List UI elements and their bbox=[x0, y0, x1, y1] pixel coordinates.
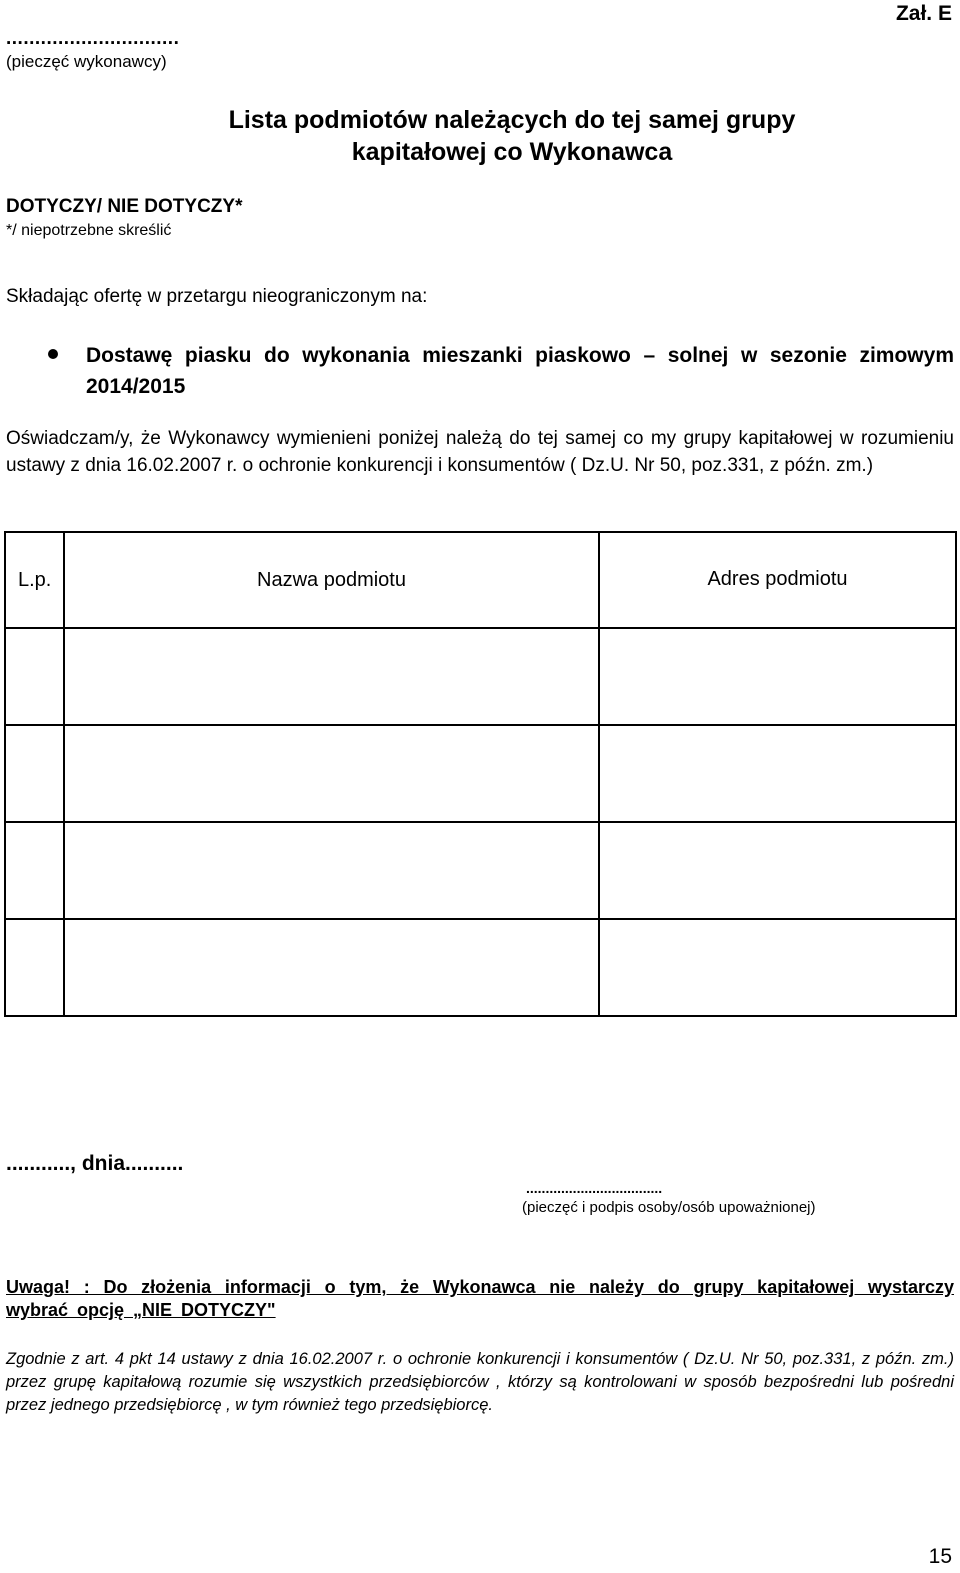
applicability-footnote: */ niepotrzebne skreślić bbox=[6, 222, 172, 239]
table-header-row bbox=[5, 532, 956, 628]
signature-placeholder-dots: ................................... bbox=[526, 1180, 663, 1196]
table-row bbox=[5, 725, 956, 822]
table-cell-entity-name[interactable] bbox=[64, 822, 599, 919]
table-row bbox=[5, 919, 956, 1016]
procurement-subject: Dostawę piasku do wykonania mieszanki piaskowo – solnej w sezonie zimowym 2014/2015 bbox=[86, 344, 954, 398]
table-cell-entity-name[interactable] bbox=[64, 628, 599, 725]
signature-label: (pieczęć i podpis osoby/osób upoważnionej) bbox=[522, 1199, 816, 1216]
table-cell-entity-address[interactable] bbox=[599, 628, 956, 725]
table-cell-entity-address[interactable] bbox=[599, 725, 956, 822]
entities-table bbox=[4, 531, 957, 1017]
column-header-lp: L.p. bbox=[5, 532, 64, 628]
column-header-entity-name: Nazwa podmiotu bbox=[64, 532, 599, 628]
table-cell-lp[interactable] bbox=[5, 628, 64, 725]
table-cell-entity-address[interactable] bbox=[599, 919, 956, 1016]
bullet-icon bbox=[48, 349, 58, 359]
stamp-label: (pieczęć wykonawcy) bbox=[6, 52, 167, 71]
page-number: 15 bbox=[928, 1545, 952, 1568]
table-cell-lp[interactable] bbox=[5, 919, 64, 1016]
table-row bbox=[5, 628, 956, 725]
place-date-field: ..........., dnia.......... bbox=[6, 1152, 184, 1175]
column-header-entity-address: Adres podmiotu bbox=[599, 532, 956, 628]
table-cell-lp[interactable] bbox=[5, 822, 64, 919]
table-cell-entity-name[interactable] bbox=[64, 919, 599, 1016]
table-cell-entity-address[interactable] bbox=[599, 822, 956, 919]
legal-definition: Zgodnie z art. 4 pkt 14 ustawy z dnia 16.02.2007 r. o ochronie konkurencji i konsumentów ( Dz.U. Nr 50, poz.331, z późn. zm.) przez grupę kapitałową rozumie się wszystkich przedsiębiorców , którzy są kontrolowani w sposób bezpośredni lub pośredni przez jednego przedsiębiorcę , w tym również tego przedsiębiorcę. bbox=[6, 1350, 954, 1414]
table-row bbox=[5, 822, 956, 919]
applicability-choice: DOTYCZY/ NIE DOTYCZY* bbox=[6, 196, 243, 217]
table-cell-entity-name[interactable] bbox=[64, 725, 599, 822]
table-cell-lp[interactable] bbox=[5, 725, 64, 822]
declaration-text: Oświadczam/y, że Wykonawcy wymienieni poniżej należą do tej samej co my grupy kapitałowej w rozumieniu ustawy z dnia 16.02.2007 r. o ochronie konkurencji i konsumentów ( Dz.U. Nr 50, poz.331, z późn. zm.) bbox=[6, 428, 954, 476]
document-title: Lista podmiotów należących do tej samej grupy kapitałowej co Wykonawca bbox=[228, 106, 796, 166]
intro-text: Składając ofertę w przetargu nieograniczonym na: bbox=[6, 286, 428, 307]
attachment-label: Zał. E bbox=[895, 2, 952, 25]
note-text: Uwaga! : Do złożenia informacji o tym, że Wykonawca nie należy do grupy kapitałowej wystarczy wybrać opcję „NIE DOTYCZY" bbox=[6, 1277, 954, 1320]
stamp-placeholder-dots: .............................. bbox=[6, 28, 180, 49]
